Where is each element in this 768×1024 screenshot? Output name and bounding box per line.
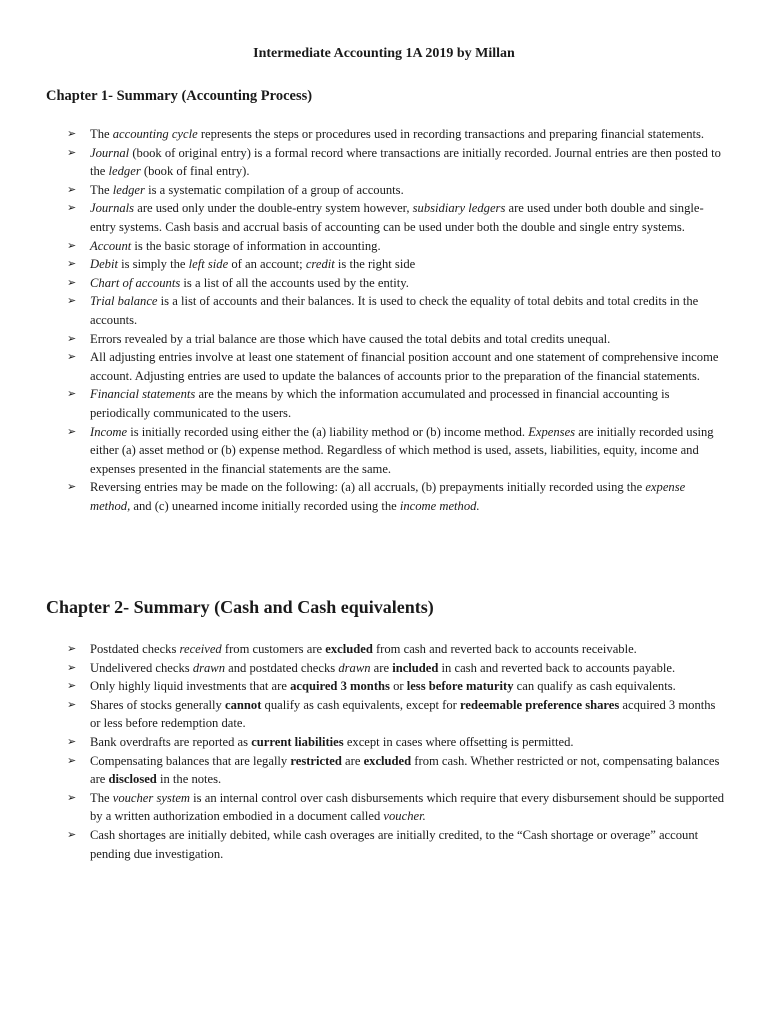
text-run: The [90,182,113,197]
text-run: are [370,660,393,675]
text-run: Bank overdrafts are reported as [90,734,252,749]
text-run: or [389,679,407,694]
text-run: (book of original entry) is a formal record where transactions are initially recorded. Journal entries are then posted to the [90,145,721,179]
italic-term: Financial statements [90,387,196,402]
arrowhead-bullet-icon: ➢ [67,275,77,289]
list-item [67,125,727,144]
list-item [67,696,727,733]
arrowhead-bullet-icon: ➢ [67,753,77,767]
list-item [67,789,727,826]
arrowhead-bullet-icon: ➢ [67,679,77,693]
text-run: and (c) unearned income initially recorded using the [130,498,400,513]
text-run: in cash and reverted back to accounts payable. [438,660,676,675]
italic-term: Expenses [528,424,576,439]
italic-term: Trial balance [90,294,158,309]
text-run: Only highly liquid investments that are [90,679,291,694]
arrowhead-bullet-icon: ➢ [67,350,77,364]
chapter-1-bullet-list [67,125,727,515]
list-item [67,752,727,789]
list-item [67,423,727,479]
text-run: are initially recorded using either (a) asset method or (b) expense method. Regardless of which method is used, assets, liabilities, equity, income and expenses presented in the financial statements are the same. [90,424,714,476]
text-run: is an internal control over cash disbursements which require that every disbursement should be supported by a written authorization embodied in a document called [90,790,725,824]
italic-term: ledger [112,182,145,197]
italic-term: Chart of accounts [90,275,181,290]
list-item [67,385,727,422]
text-run: and postdated checks [225,660,339,675]
italic-term: drawn [192,660,226,675]
italic-term: subsidiary ledgers [412,201,506,216]
text-run: is initially recorded using either the (a) liability method or (b) income method. [127,424,529,439]
arrowhead-bullet-icon: ➢ [67,827,77,841]
arrowhead-bullet-icon: ➢ [67,145,77,159]
text-run: All adjusting entries involve at least one statement of financial position account and one statement of comprehensive income account. Adjusting entries are used to update the balances of accounts prior to the preparation of the financial statements. [90,350,719,383]
italic-term: drawn [338,660,371,675]
list-item [67,199,727,236]
arrowhead-bullet-icon: ➢ [67,127,77,140]
text-run: of an account; [228,257,306,272]
italic-term: received [179,642,222,656]
bold-term: included [392,660,439,675]
text-run: is a systematic compilation of a group of accounts. [144,182,404,197]
list-item [67,659,727,678]
list-item [67,181,727,200]
arrowhead-bullet-icon: ➢ [67,734,77,748]
list-item [67,640,727,659]
arrowhead-bullet-icon: ➢ [67,201,77,215]
bold-term: disclosed [108,772,157,787]
italic-term: Income [90,424,128,439]
arrowhead-bullet-icon: ➢ [67,257,77,271]
bold-term: excluded [363,753,412,768]
document-title: Intermediate Accounting 1A 2019 by Millan [253,46,515,61]
text-run: are [341,753,364,768]
list-item [67,330,727,349]
chapter-2-bullet-list [67,640,727,863]
italic-term: Journal [90,145,130,160]
list-item [67,144,727,181]
text-run: Undelivered checks [90,660,193,675]
text-run: Compensating balances that are legally [90,753,291,768]
bold-term: cannot [225,697,262,712]
arrowhead-bullet-icon: ➢ [67,294,77,308]
text-run: represents the steps or procedures used in recording transactions and preparing financial statements. [197,127,705,141]
text-run: except in cases where offsetting is permitted. [343,734,574,749]
list-item [67,274,727,293]
text-run: from cash and reverted back to accounts receivable. [372,642,637,656]
bold-term: redeemable preference shares [460,697,620,712]
text-run: is a list of all the accounts used by the entity. [180,275,409,290]
italic-term: expense method, [90,480,686,513]
arrowhead-bullet-icon: ➢ [67,238,77,252]
text-run: is the basic storage of information in accounting. [131,238,381,253]
list-item [67,237,727,256]
bold-term: current liabilities [251,734,344,749]
text-run: Reversing entries may be made on the following: (a) all accruals, (b) prepayments initially recorded using the [90,480,646,495]
bold-term: less before maturity [406,679,514,694]
text-run: from cash. Whether restricted or not, compensating balances are [90,753,720,787]
bold-term: restricted [290,753,342,768]
arrowhead-bullet-icon: ➢ [67,182,77,196]
text-run: can qualify as cash equivalents. [513,679,676,694]
arrowhead-bullet-icon: ➢ [67,331,77,345]
arrowhead-bullet-icon: ➢ [67,642,77,655]
italic-term: income method. [399,498,480,513]
italic-term: Account [90,238,132,253]
text-run: acquired 3 months or less before redemption date. [90,697,716,731]
italic-term: voucher. [383,809,426,824]
list-item [67,826,727,863]
text-run: from customers are [221,642,326,656]
chapter-1-heading: Chapter 1- Summary (Accounting Process) [46,88,313,104]
text-run: qualify as cash equivalents, except for [261,697,461,712]
chapter-2-heading: Chapter 2- Summary (Cash and Cash equivalents) [46,597,434,617]
text-run: (book of final entry). [140,164,250,179]
bold-term: acquired 3 months [290,679,390,694]
arrowhead-bullet-icon: ➢ [67,790,77,804]
list-item [67,478,727,515]
list-item [67,255,727,274]
arrowhead-bullet-icon: ➢ [67,697,77,711]
list-item [67,733,727,752]
arrowhead-bullet-icon: ➢ [67,387,77,401]
text-run: Errors revealed by a trial balance are those which have caused the total debits and total credits unequal. [90,331,611,346]
text-run: Postdated checks [90,642,180,656]
italic-term: Journals [90,201,135,216]
text-run: are the means by which the information accumulated and processed in financial accounting is periodically communicated to the users. [90,387,670,420]
list-item [67,348,727,385]
italic-term: voucher system [112,790,191,805]
italic-term: left side [188,257,229,272]
arrowhead-bullet-icon: ➢ [67,480,77,494]
bold-term: excluded [325,642,373,656]
text-run: is the right side [334,257,416,272]
text-run: is simply the [117,257,189,272]
list-item [67,292,727,329]
text-run: The [90,790,113,805]
text-run: in the notes. [156,772,222,787]
text-run: are used only under the double-entry system however, [134,201,413,216]
italic-term: accounting cycle [112,127,198,141]
list-item [67,677,727,696]
text-run: The [90,127,113,141]
text-run: Shares of stocks generally [90,697,225,712]
italic-term: credit [305,257,335,272]
arrowhead-bullet-icon: ➢ [67,424,77,438]
italic-term: ledger [108,164,141,179]
arrowhead-bullet-icon: ➢ [67,660,77,674]
text-run: are used under both double and single-entry systems. Cash basis and accrual basis of accounting can be used under both the double and single entry systems. [90,201,704,234]
text-run: is a list of accounts and their balances. It is used to check the equality of total debits and total credits in the accounts. [90,294,699,327]
text-run: Cash shortages are initially debited, while cash overages are initially credited, to the “Cash shortage or overage” account pending due investigation. [90,827,699,861]
italic-term: Debit [90,257,118,272]
